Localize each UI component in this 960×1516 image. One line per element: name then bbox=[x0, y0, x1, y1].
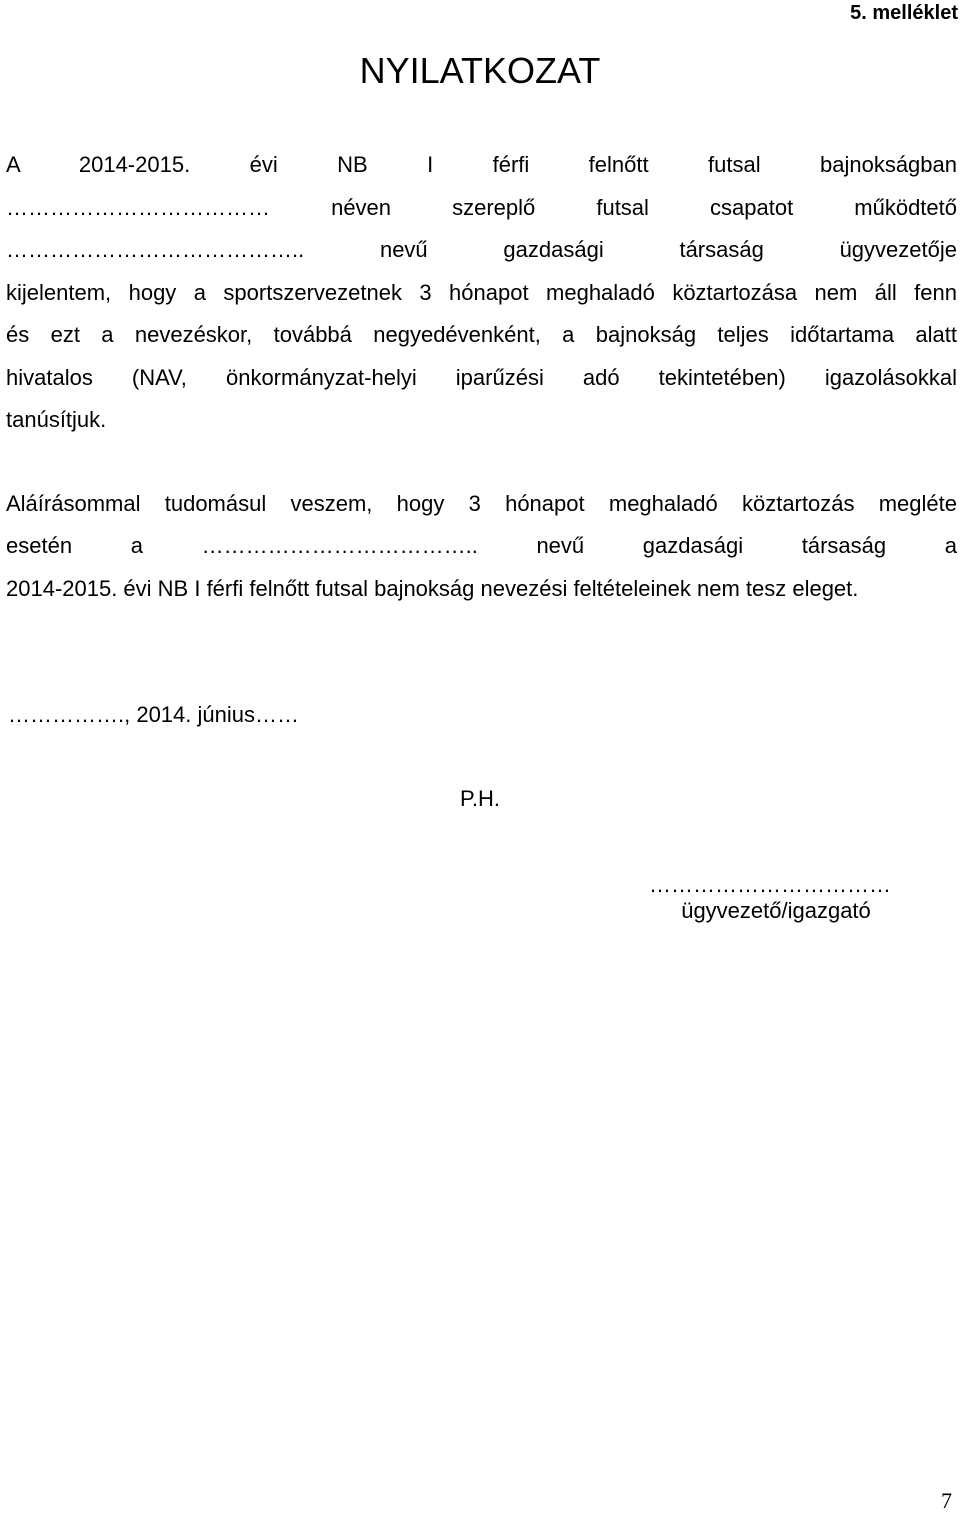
paragraph-line: tanúsítjuk. bbox=[6, 407, 107, 432]
stamp-placeholder: P.H. bbox=[460, 786, 500, 811]
date-line: ……………., 2014. június…… bbox=[8, 702, 299, 727]
signature-dots: …………………………… bbox=[649, 872, 891, 897]
page-number: 7 bbox=[941, 1488, 952, 1513]
annex-label: 5. melléklet bbox=[850, 2, 958, 24]
paragraph-line: esetén a ……………………………….. nevű gazdasági társaság a bbox=[6, 533, 957, 558]
paragraph-line: és ezt a nevezéskor, továbbá negyedévenként, a bajnokság teljes időtartama alatt bbox=[6, 322, 957, 347]
document-title: NYILATKOZAT bbox=[359, 50, 601, 91]
signature-label: ügyvezető/igazgató bbox=[681, 898, 871, 923]
paragraph-line: 2014-2015. évi NB I férfi felnőtt futsal bajnokság nevezési feltételeinek nem tesz eleget. bbox=[6, 576, 859, 601]
paragraph-line: hivatalos (NAV, önkormányzat-helyi iparűzési adó tekintetében) igazolásokkal bbox=[6, 365, 957, 390]
paragraph-line: ……………………………… néven szereplő futsal csapatot működtető bbox=[6, 195, 957, 220]
paragraph-line: ………………………………….. nevű gazdasági társaság ügyvezetője bbox=[6, 237, 957, 262]
paragraph-line: Aláírásommal tudomásul veszem, hogy 3 hónapot meghaladó köztartozás megléte bbox=[6, 491, 957, 516]
paragraph-line: kijelentem, hogy a sportszervezetnek 3 hónapot meghaladó köztartozása nem áll fenn bbox=[6, 280, 957, 305]
paragraph-line: A 2014-2015. évi NB I férfi felnőtt futsal bajnokságban bbox=[6, 152, 957, 177]
